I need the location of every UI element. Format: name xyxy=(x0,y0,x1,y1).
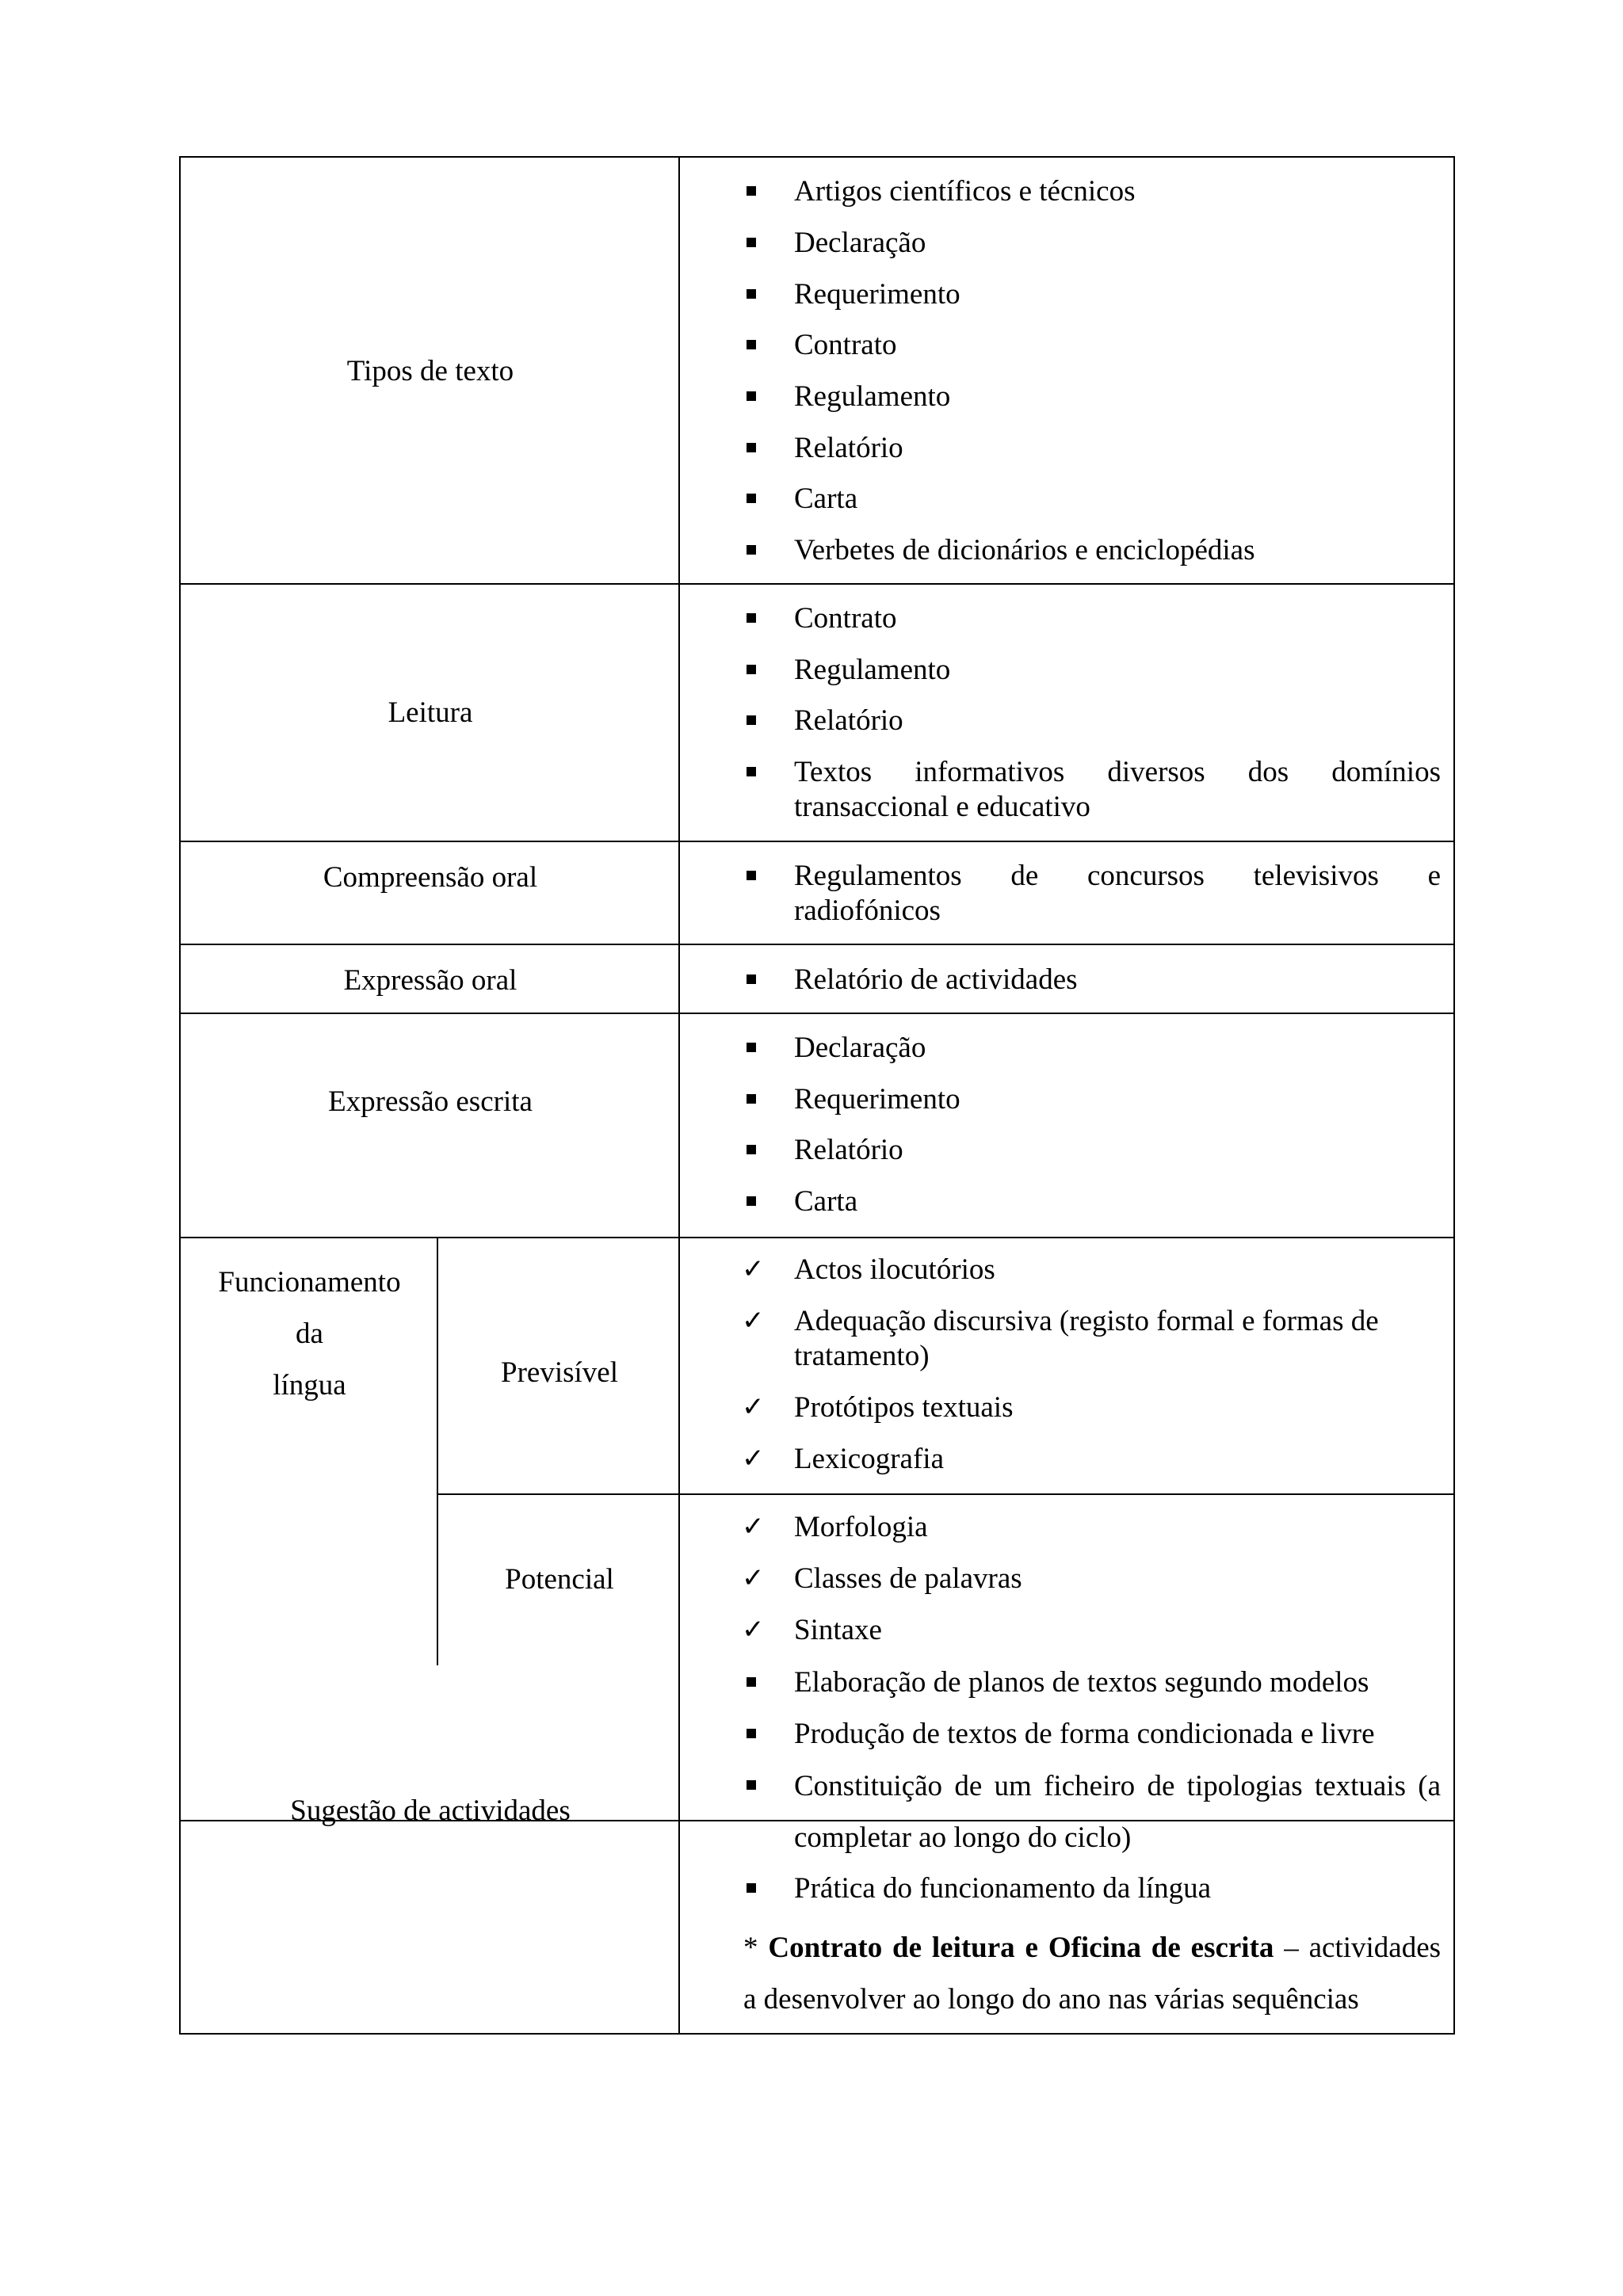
checkmark-icon: ✓ xyxy=(742,1443,765,1474)
bullet-square-icon xyxy=(747,1145,756,1154)
note-bold-and: e xyxy=(1025,1932,1038,1964)
wrapped-line-1: Regulamentos de concursos televisivos e xyxy=(794,860,1441,892)
row-label-compreensao-oral: Compreensão oral xyxy=(323,860,538,894)
bullet-square-icon xyxy=(747,715,756,725)
bullet-square-icon xyxy=(747,289,756,299)
bullet-square-icon xyxy=(747,186,756,196)
note-star: * xyxy=(743,1932,758,1964)
bullet-square-icon xyxy=(747,340,756,349)
wrapped-line-1: Textos informativos diversos dos domínios xyxy=(794,756,1441,788)
wrapped-line-2: completar ao longo do ciclo) xyxy=(794,1821,1132,1854)
bullet-square-icon xyxy=(747,871,756,880)
label-line: Funcionamento xyxy=(218,1265,401,1299)
wrapped-line-2: transaccional e educativo xyxy=(794,791,1090,823)
bullet-square-icon xyxy=(747,613,756,623)
bullet-square-icon xyxy=(747,1780,756,1790)
label-line: língua xyxy=(273,1368,346,1402)
row-label-expressao-escrita: Expressão escrita xyxy=(328,1085,533,1118)
row-label-leitura: Leitura xyxy=(388,696,473,729)
wrapped-line-1: Constituição de um ficheiro de tipologias textuais (a xyxy=(794,1770,1441,1802)
note-bold-contrato: Contrato de leitura xyxy=(768,1932,1015,1964)
row-label-tipos-de-texto: Tipos de texto xyxy=(346,354,514,387)
row-label-expressao-oral: Expressão oral xyxy=(343,963,517,997)
bullet-square-icon xyxy=(747,665,756,674)
bullet-square-icon xyxy=(747,545,756,555)
bullet-square-icon xyxy=(747,1043,756,1052)
activities-note xyxy=(743,1922,1441,2025)
row-label-sugestao-de-actividades: Sugestão de actividades xyxy=(290,1794,571,1827)
checkmark-icon: ✓ xyxy=(742,1562,765,1594)
wrapped-line-2: tratamento) xyxy=(794,1340,930,1372)
wrapped-line-2: radiofónicos xyxy=(794,894,941,927)
bullet-square-icon xyxy=(747,238,756,247)
note-bold-oficina: Oficina de escrita xyxy=(1048,1932,1274,1964)
bullet-square-icon xyxy=(747,974,756,984)
label-line: da xyxy=(296,1317,323,1350)
bullet-square-icon xyxy=(747,1677,756,1687)
bullet-square-icon xyxy=(747,767,756,776)
sublabel-previsivel: Previsível xyxy=(501,1356,618,1389)
checkmark-icon: ✓ xyxy=(742,1391,765,1423)
bullet-square-icon xyxy=(747,1094,756,1104)
bullet-square-icon xyxy=(747,1196,756,1206)
checkmark-icon: ✓ xyxy=(742,1614,765,1646)
bullet-square-icon xyxy=(747,494,756,503)
bullet-square-icon xyxy=(747,391,756,401)
checkmark-icon: ✓ xyxy=(742,1253,765,1285)
note-line-2: a desenvolver ao longo do ano nas várias sequências xyxy=(743,1983,1359,2016)
sublabel-potencial: Potencial xyxy=(505,1562,614,1596)
bullet-square-icon xyxy=(747,1883,756,1893)
checkmark-icon: ✓ xyxy=(742,1305,765,1337)
wrapped-line-1: Adequação discursiva (registo formal e formas de xyxy=(794,1305,1379,1337)
bullet-square-icon xyxy=(747,1729,756,1738)
checkmark-icon: ✓ xyxy=(742,1511,765,1543)
bullet-square-icon xyxy=(747,443,756,452)
note-rest: – actividades xyxy=(1284,1932,1442,1964)
